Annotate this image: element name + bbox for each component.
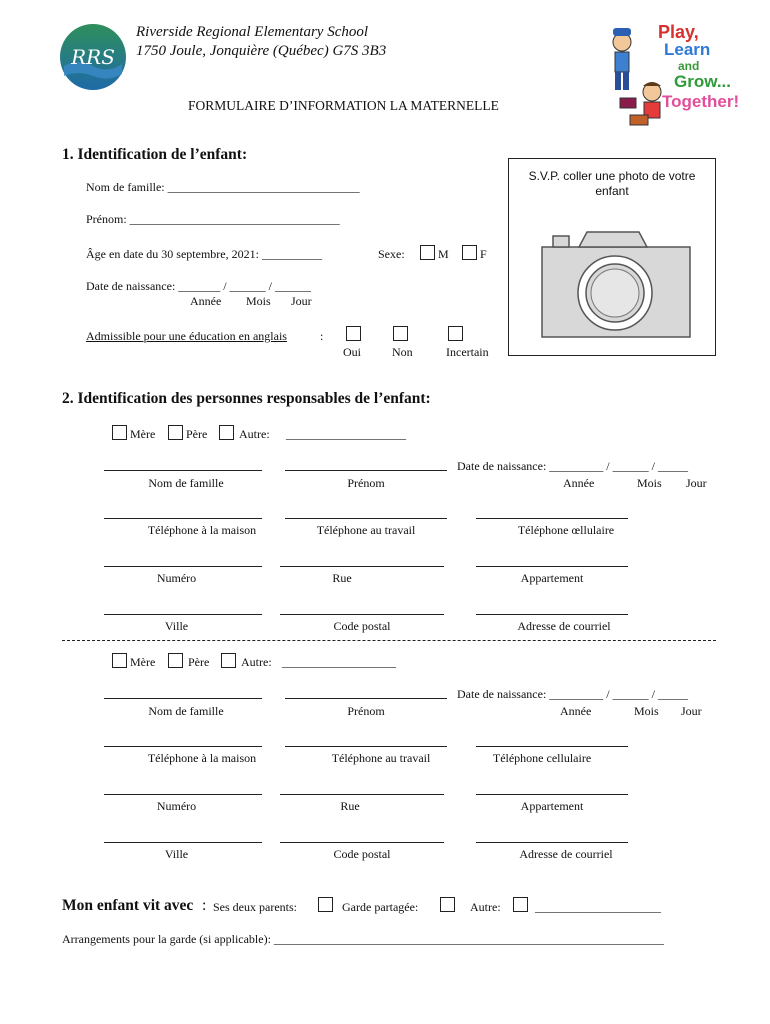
- g1-family-name-input[interactable]: [104, 470, 262, 471]
- child-birth-year-label: Année: [190, 294, 222, 308]
- g2-family-name-input[interactable]: [104, 698, 262, 699]
- slogan-play: Play,: [658, 22, 699, 42]
- child-birth-date-field[interactable]: Date de naissance: _______ / ______ / ______: [86, 279, 311, 293]
- eligible-unsure-label: Incertain: [446, 345, 489, 359]
- slogan-grow: Grow...: [674, 72, 731, 91]
- g1-street-input[interactable]: [280, 566, 444, 567]
- g2-first-name-label: Prénom: [347, 704, 385, 718]
- sex-f-label: F: [480, 247, 487, 261]
- g2-city-input[interactable]: [104, 842, 262, 843]
- g2-work-phone-input[interactable]: [285, 746, 447, 747]
- g2-number-label: Numéro: [156, 799, 197, 813]
- photo-box[interactable]: [508, 158, 716, 356]
- sex-f-checkbox[interactable]: [462, 245, 477, 260]
- g1-city-input[interactable]: [104, 614, 262, 615]
- school-name: Riverside Regional Elementary School: [136, 24, 369, 40]
- g1-first-name-input[interactable]: [285, 470, 447, 471]
- logo-text: RRS: [71, 45, 115, 69]
- shared-custody-checkbox[interactable]: [440, 897, 455, 912]
- g2-mother-label: Mère: [130, 655, 156, 669]
- g1-birth-month-label: Mois: [637, 476, 662, 490]
- g2-postal-label: Code postal: [333, 847, 391, 861]
- lives-with-heading: Mon enfant vit avec: [62, 897, 194, 914]
- g2-birth-year-label: Année: [560, 704, 592, 718]
- slogan-illustration: [600, 20, 750, 132]
- g1-first-name-label: Prénom: [347, 476, 385, 490]
- eligibility-colon: :: [320, 329, 324, 343]
- g2-other-checkbox[interactable]: [221, 653, 236, 668]
- g1-number-input[interactable]: [104, 566, 262, 567]
- photo-instructions: S.V.P. coller une photo de votre enfant: [528, 169, 696, 198]
- sex-label: Sexe:: [378, 247, 405, 261]
- g1-family-name-label: Nom de famille: [148, 476, 224, 490]
- g1-mother-label: Mère: [130, 427, 156, 441]
- g2-cell-phone-label: Téléphone cellulaire: [492, 751, 592, 765]
- sex-m-label: M: [438, 247, 449, 261]
- g1-birth-year-label: Année: [563, 476, 595, 490]
- custody-arrangements-field[interactable]: Arrangements pour la garde (si applicable): _________________________________________________________________: [62, 932, 664, 946]
- eligible-no-label: Non: [392, 345, 413, 359]
- g2-birth-day-label: Jour: [681, 704, 702, 718]
- g1-home-phone-input[interactable]: [104, 518, 262, 519]
- child-birth-day-label: Jour: [291, 294, 312, 308]
- g1-other-input[interactable]: ____________________: [286, 427, 406, 441]
- other-custody-checkbox[interactable]: [513, 897, 528, 912]
- g2-email-input[interactable]: [476, 842, 628, 843]
- child-age-field[interactable]: Âge en date du 30 septembre, 2021: __________: [86, 247, 322, 261]
- school-logo: [58, 22, 128, 92]
- g1-father-label: Père: [186, 427, 208, 441]
- g2-apartment-input[interactable]: [476, 794, 628, 795]
- g1-apartment-input[interactable]: [476, 566, 628, 567]
- g1-mother-checkbox[interactable]: [112, 425, 127, 440]
- g1-cell-phone-label: Téléphone œllulaire: [517, 523, 615, 537]
- child-family-name-field[interactable]: Nom de famille: ________________________________: [86, 180, 360, 194]
- g1-other-label: Autre:: [239, 427, 270, 441]
- eligibility-label: Admissible pour une éducation en anglais: [86, 329, 287, 343]
- g1-other-checkbox[interactable]: [219, 425, 234, 440]
- g1-birth-day-label: Jour: [686, 476, 707, 490]
- child-birth-month-label: Mois: [246, 294, 271, 308]
- other-custody-label: Autre:: [470, 900, 501, 914]
- g1-cell-phone-input[interactable]: [476, 518, 628, 519]
- separator-dashed: [62, 640, 716, 641]
- school-address: 1750 Joule, Jonquière (Québec) G7S 3B3: [136, 43, 387, 59]
- section2-heading: 2. Identification des personnes responsables de l’enfant:: [62, 390, 431, 407]
- g2-email-label: Adresse de courriel: [519, 847, 613, 861]
- g2-birth-date-field[interactable]: Date de naissance: _________ / ______ / _____: [457, 687, 688, 701]
- eligible-no-checkbox[interactable]: [393, 326, 408, 341]
- g2-father-checkbox[interactable]: [168, 653, 183, 668]
- form-title: FORMULAIRE D’INFORMATION LA MATERNELLE: [188, 98, 499, 113]
- lives-with-colon: :: [202, 897, 207, 914]
- g2-first-name-input[interactable]: [285, 698, 447, 699]
- g2-postal-input[interactable]: [280, 842, 444, 843]
- g1-postal-input[interactable]: [280, 614, 444, 615]
- g1-home-phone-label: Téléphone à la maison: [147, 523, 257, 537]
- g2-home-phone-input[interactable]: [104, 746, 262, 747]
- camera-icon: [541, 229, 691, 339]
- g1-postal-label: Code postal: [333, 619, 391, 633]
- g1-number-label: Numéro: [156, 571, 197, 585]
- g2-other-label: Autre:: [241, 655, 272, 669]
- g2-cell-phone-input[interactable]: [476, 746, 628, 747]
- child-first-name-field[interactable]: Prénom: ___________________________________: [86, 212, 340, 226]
- both-parents-checkbox[interactable]: [318, 897, 333, 912]
- g2-family-name-label: Nom de famille: [148, 704, 224, 718]
- section1-heading: 1. Identification de l’enfant:: [62, 146, 248, 163]
- g2-number-input[interactable]: [104, 794, 262, 795]
- sex-m-checkbox[interactable]: [420, 245, 435, 260]
- slogan-and: and: [678, 59, 700, 73]
- g2-birth-month-label: Mois: [634, 704, 659, 718]
- shared-custody-label: Garde partagée:: [342, 900, 419, 914]
- g1-work-phone-label: Téléphone au travail: [316, 523, 416, 537]
- g1-work-phone-input[interactable]: [285, 518, 447, 519]
- g1-city-label: Ville: [164, 619, 189, 633]
- g1-apartment-label: Appartement: [520, 571, 584, 585]
- g2-father-label: Père: [188, 655, 210, 669]
- g2-city-label: Ville: [164, 847, 189, 861]
- slogan-together: Together!: [662, 92, 740, 111]
- eligible-yes-label: Oui: [343, 345, 361, 359]
- g2-street-label: Rue: [340, 799, 360, 813]
- both-parents-label: Ses deux parents:: [213, 900, 297, 914]
- other-custody-input[interactable]: _____________________: [535, 900, 661, 914]
- eligible-yes-checkbox[interactable]: [346, 326, 361, 341]
- g1-street-label: Rue: [332, 571, 352, 585]
- g1-email-input[interactable]: [476, 614, 628, 615]
- g1-birth-date-field[interactable]: Date de naissance: _________ / ______ / _____: [457, 459, 688, 473]
- g2-street-input[interactable]: [280, 794, 444, 795]
- g1-father-checkbox[interactable]: [168, 425, 183, 440]
- g2-mother-checkbox[interactable]: [112, 653, 127, 668]
- g2-work-phone-label: Téléphone au travail: [331, 751, 431, 765]
- g2-home-phone-label: Téléphone à la maison: [147, 751, 257, 765]
- g1-email-label: Adresse de courriel: [517, 619, 611, 633]
- g2-apartment-label: Appartement: [520, 799, 584, 813]
- slogan-learn: Learn: [664, 40, 711, 59]
- eligible-unsure-checkbox[interactable]: [448, 326, 463, 341]
- g2-other-input[interactable]: ___________________: [282, 655, 396, 669]
